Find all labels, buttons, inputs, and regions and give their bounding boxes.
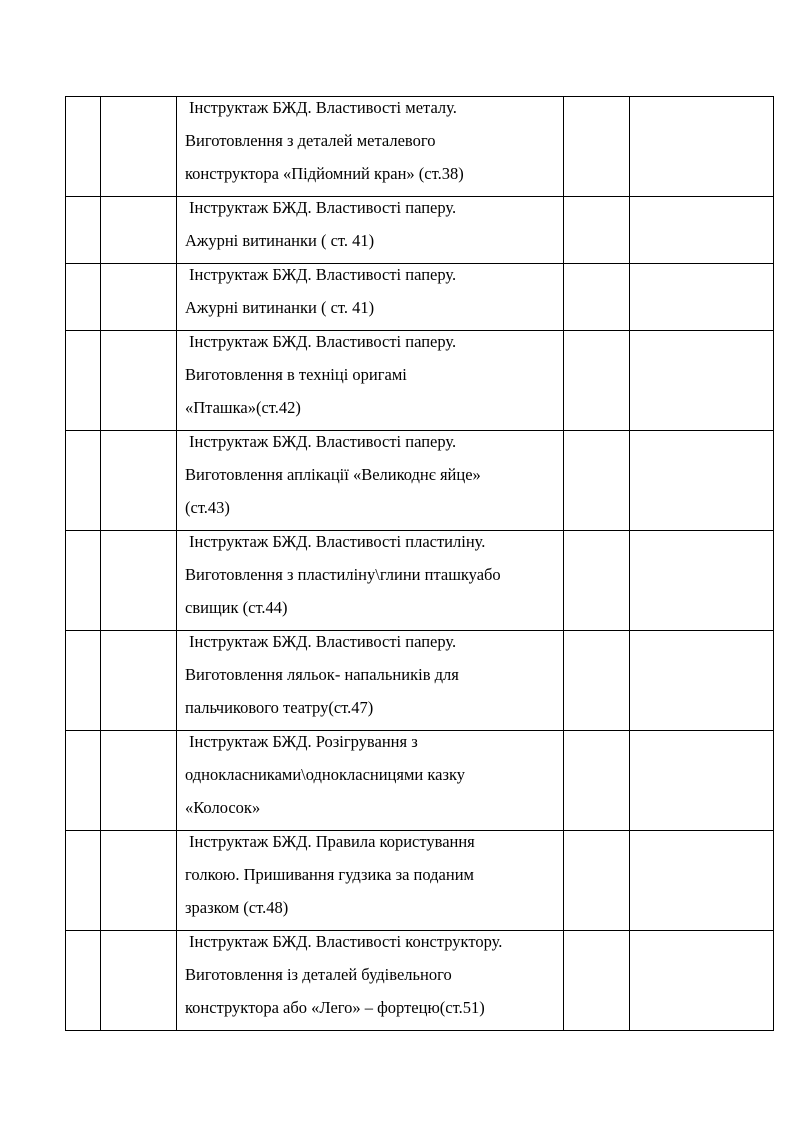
number-cell (66, 731, 101, 831)
lesson-topic-cell (177, 97, 564, 197)
topic-line: «Пташка»(ст.42) (185, 398, 301, 417)
notes-cell (630, 197, 774, 264)
topic-line: Виготовлення в техніці оригамі (185, 365, 407, 384)
table-row (66, 831, 774, 931)
hours-cell (564, 264, 630, 331)
notes-cell (630, 97, 774, 197)
lesson-topic-cell (177, 631, 564, 731)
notes-cell (630, 264, 774, 331)
date-cell (101, 331, 177, 431)
topic-line: зразком (ст.48) (185, 898, 289, 917)
lesson-topic-cell (177, 431, 564, 531)
hours-cell (564, 831, 630, 931)
topic-line: Виготовлення із деталей будівельного (185, 965, 452, 984)
topic-line: конструктора або «Лего» – фортецю(ст.51) (185, 998, 485, 1017)
topic-line: Виготовлення ляльок- напальників для (185, 665, 459, 684)
notes-cell (630, 531, 774, 631)
number-cell (66, 264, 101, 331)
table-row (66, 197, 774, 264)
hours-cell (564, 197, 630, 264)
table-row (66, 531, 774, 631)
lesson-topic-cell (177, 264, 564, 331)
table-row (66, 931, 774, 1031)
table-row (66, 331, 774, 431)
table-row (66, 264, 774, 331)
topic-line: Інструктаж БЖД. Властивості паперу. (189, 265, 457, 284)
lesson-topic-cell (177, 731, 564, 831)
hours-cell (564, 631, 630, 731)
hours-cell (564, 331, 630, 431)
topic-line: Інструктаж БЖД. Властивості пластиліну. (189, 532, 486, 551)
lesson-topic-cell (177, 531, 564, 631)
date-cell (101, 264, 177, 331)
topic-line: Виготовлення аплікації «Великоднє яйце» (185, 465, 481, 484)
topic-line: конструктора «Підйомний кран» (ст.38) (185, 164, 464, 183)
topic-line: свищик (ст.44) (185, 598, 288, 617)
date-cell (101, 831, 177, 931)
lesson-topic-cell (177, 331, 564, 431)
topic-line: «Колосок» (185, 798, 261, 817)
number-cell (66, 431, 101, 531)
notes-cell (630, 831, 774, 931)
topic-line: Інструктаж БЖД. Властивості паперу. (189, 432, 457, 451)
notes-cell (630, 631, 774, 731)
number-cell (66, 331, 101, 431)
topic-line: Інструктаж БЖД. Властивості паперу. (189, 332, 457, 351)
date-cell (101, 197, 177, 264)
lesson-topic-cell (177, 831, 564, 931)
number-cell (66, 97, 101, 197)
lesson-topic-cell (177, 197, 564, 264)
topic-line: Інструктаж БЖД. Властивості паперу. (189, 198, 457, 217)
date-cell (101, 97, 177, 197)
notes-cell (630, 331, 774, 431)
topic-line: Інструктаж БЖД. Правила користування (189, 832, 475, 851)
topic-line: Інструктаж БЖД. Властивості конструктору. (189, 932, 503, 951)
topic-line: Виготовлення з пластиліну\глини пташкуабо (185, 565, 501, 584)
topic-line: голкою. Пришивання гудзика за поданим (185, 865, 474, 884)
date-cell (101, 431, 177, 531)
notes-cell (630, 931, 774, 1031)
topic-line: Інструктаж БЖД. Властивості металу. (189, 98, 457, 117)
topic-line: Ажурні витинанки ( ст. 41) (185, 298, 375, 317)
notes-cell (630, 731, 774, 831)
table-row (66, 431, 774, 531)
lesson-topic-cell (177, 931, 564, 1031)
date-cell (101, 931, 177, 1031)
table-row (66, 97, 774, 197)
table-body (66, 97, 774, 1031)
topic-line: пальчикового театру(ст.47) (185, 698, 374, 717)
topic-line: Ажурні витинанки ( ст. 41) (185, 231, 375, 250)
hours-cell (564, 97, 630, 197)
number-cell (66, 831, 101, 931)
lesson-plan-table (65, 96, 774, 1031)
number-cell (66, 531, 101, 631)
table-row (66, 631, 774, 731)
topic-line: однокласниками\однокласницями казку (185, 765, 466, 784)
notes-cell (630, 431, 774, 531)
table-row (66, 731, 774, 831)
topic-line: (ст.43) (185, 498, 230, 517)
date-cell (101, 631, 177, 731)
topic-line: Інструктаж БЖД. Розігрування з (189, 732, 418, 751)
topic-line: Інструктаж БЖД. Властивості паперу. (189, 632, 457, 651)
hours-cell (564, 731, 630, 831)
hours-cell (564, 931, 630, 1031)
number-cell (66, 931, 101, 1031)
hours-cell (564, 531, 630, 631)
number-cell (66, 631, 101, 731)
topic-line: Виготовлення з деталей металевого (185, 131, 436, 150)
hours-cell (564, 431, 630, 531)
date-cell (101, 731, 177, 831)
number-cell (66, 197, 101, 264)
date-cell (101, 531, 177, 631)
